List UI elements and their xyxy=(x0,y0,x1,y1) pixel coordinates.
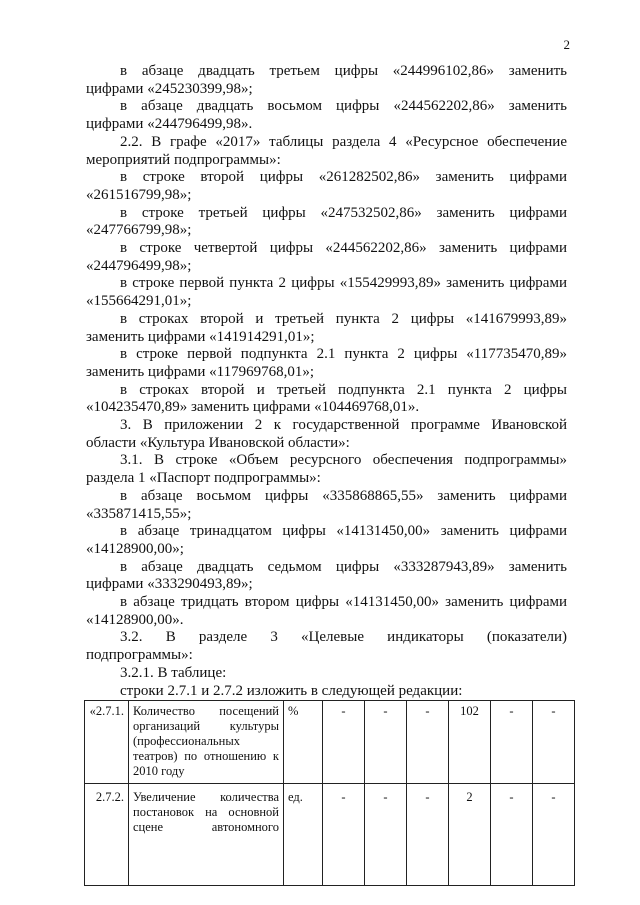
paragraph-line: заменить цифрами «141914291,01»; xyxy=(86,328,315,345)
value-cell: - xyxy=(407,784,449,886)
paragraph-line: «244796499,98»; xyxy=(86,257,192,274)
value-cell: - xyxy=(533,701,575,784)
table-row xyxy=(85,784,575,886)
paragraph-line: в строке третьей цифры «247532502,86» заменить цифрами xyxy=(120,204,567,221)
row-number: «2.7.1. xyxy=(85,701,129,784)
paragraph-line: цифрами «244796499,98». xyxy=(86,116,253,133)
value-cell: - xyxy=(365,784,407,886)
paragraph-line: цифрами «333290493,89»; xyxy=(86,576,253,593)
paragraph-line: в абзаце двадцать третьем цифры «244996102,86» заменить xyxy=(120,63,567,79)
paragraph-line: «104235470,89» заменить цифрами «104469768,01». xyxy=(86,399,420,416)
paragraph-line: подпрограммы»: xyxy=(86,647,193,664)
paragraph-line: «335871415,55»; xyxy=(86,505,192,522)
value-cell: - xyxy=(491,784,533,886)
indicator-name: Увеличение количества постановок на основной сцене автономного xyxy=(129,784,284,886)
paragraph-line: 3.2.1. В таблице: xyxy=(120,664,227,681)
paragraph-line: 3.2. В разделе 3 «Целевые индикаторы (показатели) xyxy=(120,629,567,646)
value-cell: - xyxy=(365,701,407,784)
value-cell: - xyxy=(407,701,449,784)
paragraph-line: в строке первой пункта 2 цифры «155429993,89» заменить цифрами xyxy=(120,275,567,292)
paragraph-line: 3. В приложении 2 к государственной программе Ивановской xyxy=(120,417,567,433)
paragraph-line: в строке первой подпункта 2.1 пункта 2 цифры «117735470,89» xyxy=(120,346,567,363)
unit-cell: % xyxy=(284,701,323,784)
value-cell: 102 xyxy=(449,701,491,784)
paragraph-line: «14128900,00»; xyxy=(86,540,184,557)
page-number: 2 xyxy=(563,37,570,52)
paragraph-line: в абзаце тридцать втором цифры «14131450,00» заменить цифрами xyxy=(120,594,567,610)
paragraph-line: «247766799,98»; xyxy=(86,222,192,239)
paragraph-line: «261516799,98»; xyxy=(86,186,192,203)
paragraph-line: 3.1. В строке «Объем ресурсного обеспечения подпрограммы» xyxy=(120,452,567,469)
paragraph-line: в абзаце восьмом цифры «335868865,55» заменить цифрами xyxy=(120,487,567,504)
unit-cell: ед. xyxy=(284,784,323,886)
paragraph-line: 2.2. В графе «2017» таблицы раздела 4 «Ресурсное обеспечение xyxy=(120,133,567,150)
row-number: 2.7.2. xyxy=(85,784,129,886)
value-cell: - xyxy=(533,784,575,886)
paragraph-line: раздела 1 «Паспорт подпрограммы»: xyxy=(86,470,321,487)
paragraph-line: заменить цифрами «117969768,01»; xyxy=(86,363,314,380)
paragraph-line: строки 2.7.1 и 2.7.2 изложить в следующей редакции: xyxy=(120,682,463,699)
paragraph-line: мероприятий подпрограммы»: xyxy=(86,151,281,168)
indicator-name: Количество посещений организаций культуры (профессиональных театров) по отношению к 2010 году xyxy=(129,701,284,784)
paragraph-line: в строках второй и третьей подпункта 2.1 пункта 2 цифры xyxy=(120,381,567,398)
value-cell: - xyxy=(323,784,365,886)
paragraph-line: «155664291,01»; xyxy=(86,293,192,310)
paragraph-line: в абзаце тринадцатом цифры «14131450,00» заменить цифрами xyxy=(120,523,567,540)
paragraph-line: в строке четвертой цифры «244562202,86» заменить цифрами xyxy=(120,240,567,256)
paragraph-line: в строках второй и третьей пункта 2 цифры «141679993,89» xyxy=(120,310,567,327)
value-cell: - xyxy=(323,701,365,784)
value-cell: 2 xyxy=(449,784,491,886)
paragraph-line: области «Культура Ивановской области»: xyxy=(86,434,350,451)
paragraph-line: в абзаце двадцать восьмом цифры «244562202,86» заменить xyxy=(120,98,567,115)
table-row xyxy=(85,701,575,784)
value-cell: - xyxy=(491,701,533,784)
paragraph-line: цифрами «245230399,98»; xyxy=(86,80,253,97)
paragraph-line: в абзаце двадцать седьмом цифры «333287943,89» заменить xyxy=(120,558,567,575)
paragraph-line: «14128900,00». xyxy=(86,611,184,628)
indicators-table xyxy=(84,700,575,886)
paragraph-line: в строке второй цифры «261282502,86» заменить цифрами xyxy=(120,169,567,186)
